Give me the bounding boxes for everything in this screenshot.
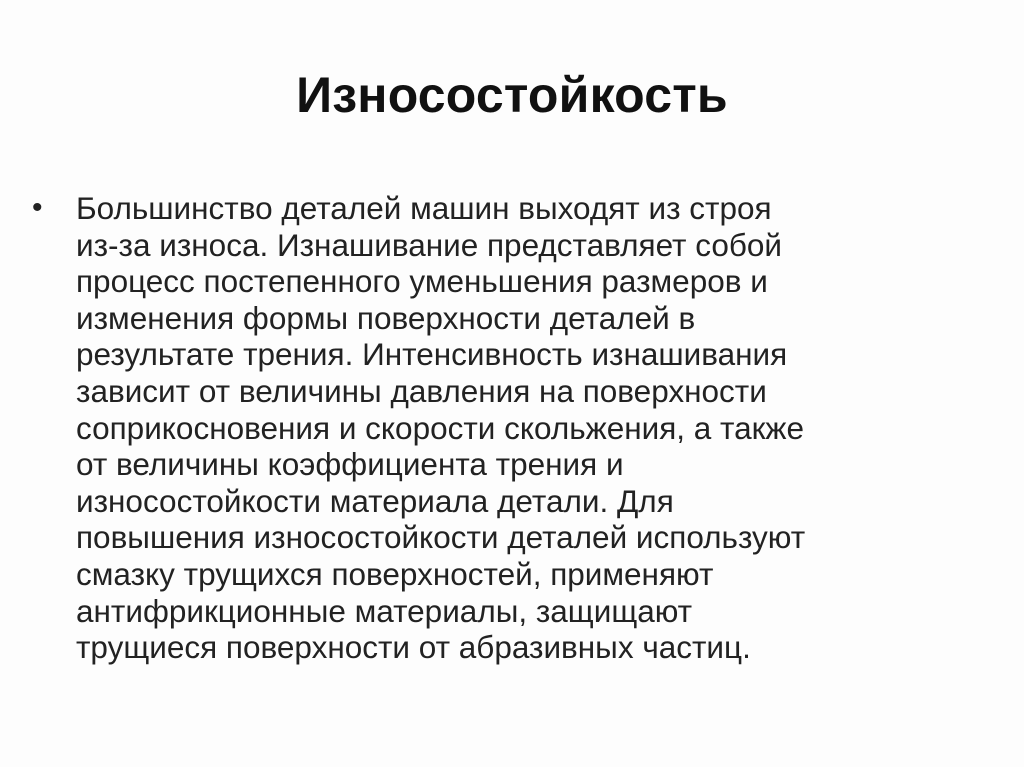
slide-title: Износостойкость (296, 67, 728, 123)
text-line: антифрикционные материалы, защищают (76, 592, 693, 629)
text-line: результате трения. Интенсивность изнашивания (76, 336, 788, 373)
bullet-marker: • (32, 191, 43, 224)
text-line: изменения формы поверхности деталей в (76, 299, 696, 336)
text-line: от величины коэффициента трения и (76, 446, 624, 483)
text-line: Большинство деталей машин выходят из строя (76, 190, 772, 226)
bullet-text (76, 190, 1002, 666)
text-line: трущиеся поверхности от абразивных частиц. (76, 629, 751, 666)
text-line: зависит от величины давления на поверхности (76, 372, 767, 409)
text-line: из-за износа. Изнашивание представляет собой (76, 226, 782, 263)
text-line: износостойкости материала детали. Для (76, 482, 674, 519)
text-line: смазку трущихся поверхностей, применяют (76, 555, 714, 592)
text-line: повышения износостойкости деталей используют (76, 519, 806, 556)
text-line: процесс постепенного уменьшения размеров и (76, 263, 768, 300)
bullet-item (32, 190, 1002, 666)
text-line: соприкосновения и скорости скольжения, а также (76, 409, 805, 446)
